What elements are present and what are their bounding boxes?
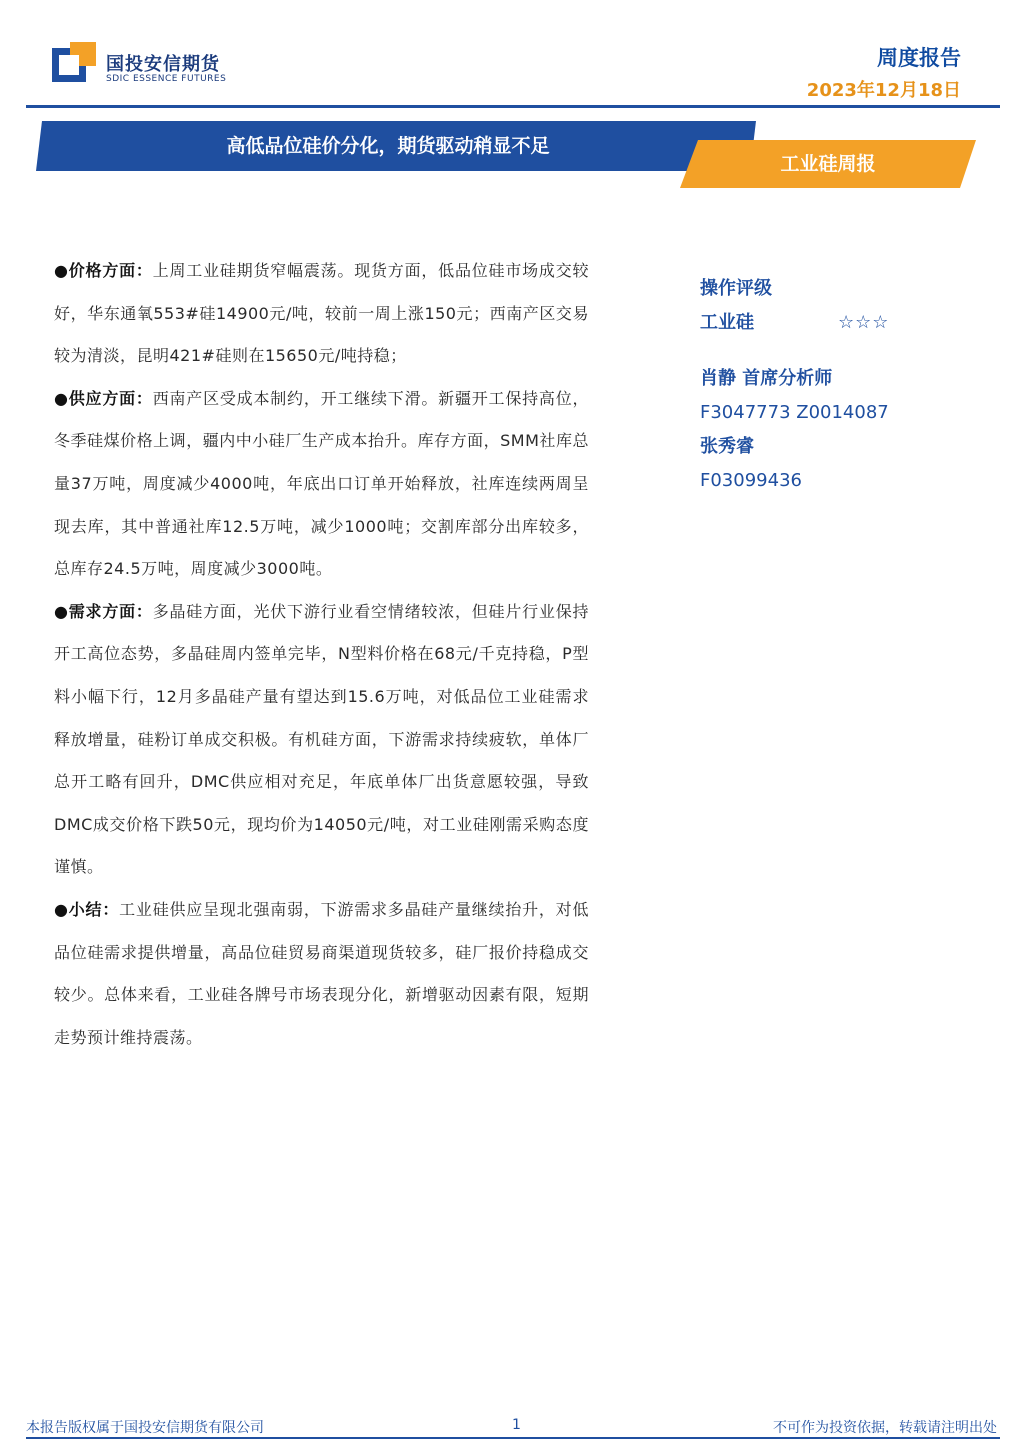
report-type: 周度报告	[877, 46, 961, 70]
paragraph-label: ●供应方面：	[54, 388, 153, 408]
paragraph-label: ●需求方面：	[54, 601, 153, 621]
paragraph-label: ●价格方面：	[54, 261, 153, 280]
sidebar	[700, 272, 960, 498]
page-number: 1	[512, 1417, 521, 1433]
paragraph-text: 上周工业硅期货窄幅震荡。现货方面，低品位硅市场成交较好，华东通氧553#硅14900元/吨，较前一周上涨150元；西南产区交易较为清淡，昆明421#硅则在15650元/吨持稳；	[54, 261, 589, 366]
sdic-logo-icon	[52, 42, 96, 86]
report-title: 高低品位硅价分化，期货驱动稍显不足	[226, 135, 550, 157]
paragraph-label: ●小结：	[54, 899, 120, 919]
paragraph-summary	[54, 889, 589, 1059]
paragraph-demand	[54, 591, 589, 889]
report-body	[54, 250, 589, 1059]
paragraph-price	[54, 250, 589, 378]
rating-heading: 操作评级	[700, 278, 772, 299]
footer-divider	[26, 1437, 1000, 1439]
header-divider	[26, 105, 1000, 108]
paragraph-supply	[54, 378, 589, 591]
footer-copyright: 本报告版权属于国投安信期货有限公司	[26, 1420, 264, 1436]
analyst-2-name: 张秀睿	[700, 436, 754, 457]
logo-text-en: SDIC ESSENCE FUTURES	[106, 74, 227, 84]
analyst-1-ids: F3047773 Z0014087	[700, 402, 889, 423]
company-logo	[52, 40, 232, 90]
paragraph-text: 工业硅供应呈现北强南弱，下游需求多晶硅产量继续抬升，对低品位硅需求提供增量，高品位硅贸易商渠道现货较多，硅厂报价持稳成交较少。总体来看，工业硅各牌号市场表现分化，新增驱动因素有限，短期走势预计维持震荡。	[54, 899, 589, 1047]
analyst-1-name: 肖静 首席分析师	[700, 368, 833, 389]
report-date: 2023年12月18日	[806, 80, 961, 101]
rating-row	[700, 306, 960, 340]
paragraph-text: 多晶硅方面，光伏下游行业看空情绪较浓，但硅片行业保持开工高位态势，多晶硅周内签单完毕，N型料价格在68元/千克持稳，P型料小幅下行，12月多晶硅产量有望达到15.6万吨，对低品位工业硅需求释放增量，硅粉订单成交积极。有机硅方面，下游需求持续疲软，单体厂总开工略有回升，DMC供应相对充足，年底单体厂出货意愿较强，导致DMC成交价格下跌50元，现均价为14050元/吨，对工业硅刚需采购态度谨慎。	[54, 601, 589, 877]
footer-disclaimer: 不可作为投资依据，转载请注明出处	[773, 1420, 997, 1436]
rating-product: 工业硅	[700, 312, 754, 333]
analyst-2-id: F03099436	[700, 470, 802, 491]
rating-stars: ☆☆☆	[838, 312, 890, 333]
report-tag: 工业硅周报	[780, 153, 876, 175]
logo-text-cn: 国投安信期货	[106, 54, 220, 75]
paragraph-text: 西南产区受成本制约，开工继续下滑。新疆开工保持高位，冬季硅煤价格上调，疆内中小硅厂生产成本抬升。库存方面，SMM社库总量37万吨，周度减少4000吨，年底出口订单开始释放，社库连续两周呈现去库，其中普通社库12.5万吨，减少1000吨；交割库部分出库较多，总库存24.5万吨，周度减少3000吨。	[54, 388, 589, 579]
